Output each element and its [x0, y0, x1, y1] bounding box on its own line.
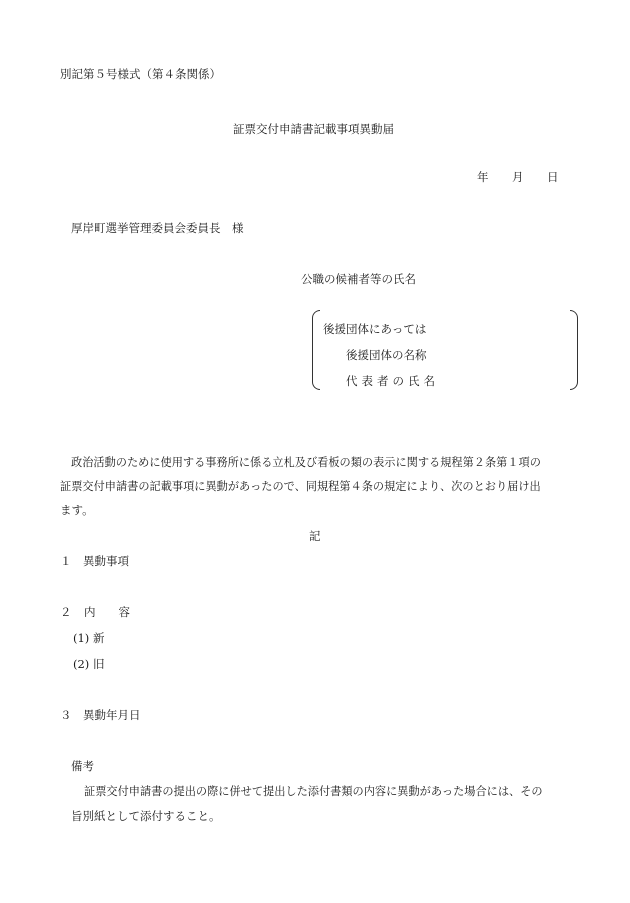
item-change-matter: １ 異動事項	[60, 554, 129, 568]
support-group-name-label: 後援団体の名称	[346, 348, 427, 362]
date-month-label: 月	[512, 170, 524, 184]
date-year-label: 年	[477, 170, 489, 184]
support-group-label: 後援団体にあっては	[323, 322, 427, 336]
item-change-date: ３ 異動年月日	[60, 708, 141, 722]
remarks-heading: 備考	[71, 759, 94, 773]
representative-name-label: 代表者の氏名	[346, 374, 439, 388]
ki-label: 記	[309, 529, 321, 543]
body-line-2: 証票交付申請書の記載事項に異動があったので、同規程第４条の規定により、次のとおり届け出	[60, 480, 541, 493]
item-contents-label: 内 容	[84, 605, 130, 619]
form-reference: 別記第５号様式（第４条関係）	[60, 67, 221, 81]
body-line-1: 政治活動のために使用する事務所に係る立札及び看板の類の表示に関する規程第２条第１項の	[71, 456, 541, 469]
remarks-line-2: 旨別紙として添付すること。	[71, 809, 221, 823]
candidate-name-label: 公職の候補者等の氏名	[301, 272, 416, 286]
sub-item-new: (1) 新	[73, 631, 105, 645]
body-line-3: ます。	[60, 503, 94, 517]
date-day-label: 日	[547, 170, 559, 184]
left-bracket	[312, 310, 320, 390]
remarks-line-1: 証票交付申請書の提出の際に併せて提出した添付書類の内容に異動があった場合には、その	[84, 785, 543, 798]
document-title: 証票交付申請書記載事項異動届	[233, 122, 394, 136]
right-bracket	[570, 310, 578, 390]
addressee: 厚岸町選挙管理委員会委員長 様	[71, 221, 244, 235]
sub-item-old: (2) 旧	[73, 657, 105, 671]
item-contents-number: ２	[60, 605, 72, 619]
